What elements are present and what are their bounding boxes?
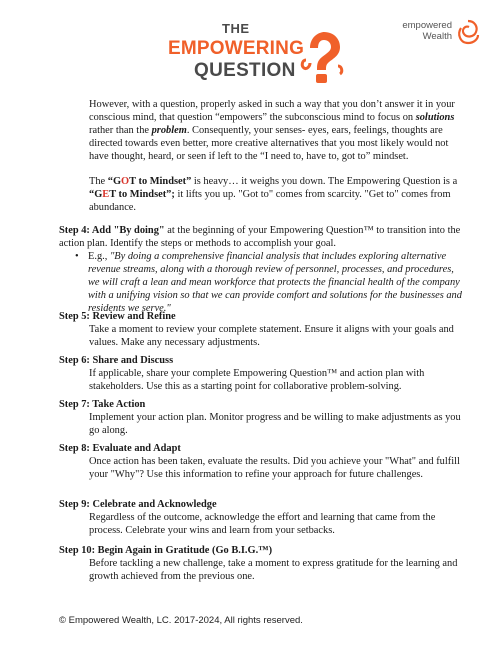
question-mark-icon — [300, 30, 344, 88]
brand-line-1: empowered — [402, 20, 452, 31]
step-description: Implement your action plan. Monitor progress and be willing to make adjustments as you go along. — [89, 412, 461, 436]
step-description: Regardless of the outcome, acknowledge the effort and learning that came from the process. Celebrate your wins and learn from your setbacks. — [89, 512, 436, 536]
step-title: Step 10: Begin Again in Gratitude (Go B.I.G.™) — [59, 545, 273, 556]
step-title: Step 4: Add "By doing" — [59, 225, 165, 236]
intro-paragraph-2 — [89, 175, 459, 214]
got-o-letter: O — [121, 176, 130, 187]
empowering-question-logo — [168, 18, 348, 90]
brand-swirl-icon — [455, 18, 481, 46]
step-description: Take a moment to review your complete statement. Ensure it aligns with your goals and values. Make any necessary adjustments. — [89, 324, 454, 348]
brand-name — [392, 20, 452, 42]
step-description: If applicable, share your complete Empowering Question™ and action plan with stakeholders. Use this as a starting point for collaborative problem-solving. — [89, 368, 425, 392]
step-description: Once action has been taken, evaluate the results. Did you achieve your "What" and fulfill your "Why"? Use this information to refine your approach for future challenges. — [89, 456, 460, 480]
example-text — [88, 250, 466, 315]
example-quote: "By doing a comprehensive financial analysis that includes exploring alternative revenue streams, along with a thorough review of personnel, processes, and procedures, we will craft a lean and mean workforce that protects the financial health of the company with a unifying vision so that we can provide comfort and solutions for the businesses and residents we serve." — [88, 251, 462, 314]
logo-the-text: THE — [222, 21, 250, 36]
step-title: Step 5: Review and Refine — [59, 311, 176, 322]
intro-text: The — [89, 176, 108, 187]
get-e-letter: E — [102, 189, 110, 200]
get-mindset-text: “G — [89, 189, 103, 200]
logo-empowering-text: EMPOWERING — [168, 38, 305, 59]
solutions-emphasis: solutions — [415, 112, 455, 123]
step-4 — [59, 224, 469, 250]
intro-paragraph-1 — [89, 98, 459, 163]
empowered-wealth-brand — [392, 18, 482, 48]
got-mindset-text: T to Mindset” — [129, 176, 192, 187]
copyright-footer: © Empowered Wealth, LC. 2017-2024, All rights reserved. — [59, 615, 303, 626]
intro-text: . Consequently, your senses- eyes, ears, feelings, thoughts are directed towards even better, more creative alternatives that you most likely would not have thought, heard, or seen if left to the “I need to, have to, got to” mindset. — [89, 125, 449, 162]
get-mindset-text: T to Mindset”; — [109, 189, 175, 200]
intro-text: However, with a question, properly asked in such a way that you don’t answer it in your conscious mind, that question “empowers” the subconscious mind to focus on — [89, 99, 455, 123]
step-description: Before tackling a new challenge, take a moment to express gratitude for the learning and growth achieved from the previous one. — [89, 558, 458, 582]
logo-question-text: QUESTION — [194, 60, 296, 81]
intro-text: is heavy… it weighs you down. The Empowering Question is a — [191, 176, 458, 187]
step-title: Step 7: Take Action — [59, 399, 146, 410]
intro-text: it lifts you up. "Got to" comes from scarcity. "Get to" comes from abundance. — [89, 189, 451, 213]
step-text: at the beginning of your Empowering Question™ to transition into the action plan. Identify the steps or methods to accomplish your goal. — [59, 225, 461, 249]
intro-text: rather than the — [89, 125, 152, 136]
example-prefix: E.g., — [88, 251, 110, 262]
problem-emphasis: problem — [151, 125, 187, 136]
step-title: Step 6: Share and Discuss — [59, 355, 174, 366]
got-mindset-text: “G — [107, 176, 122, 187]
step-title: Step 8: Evaluate and Adapt — [59, 443, 181, 454]
bullet-dot: • — [75, 251, 79, 262]
step-title: Step 9: Celebrate and Acknowledge — [59, 499, 217, 510]
brand-line-2: Wealth — [422, 31, 452, 42]
